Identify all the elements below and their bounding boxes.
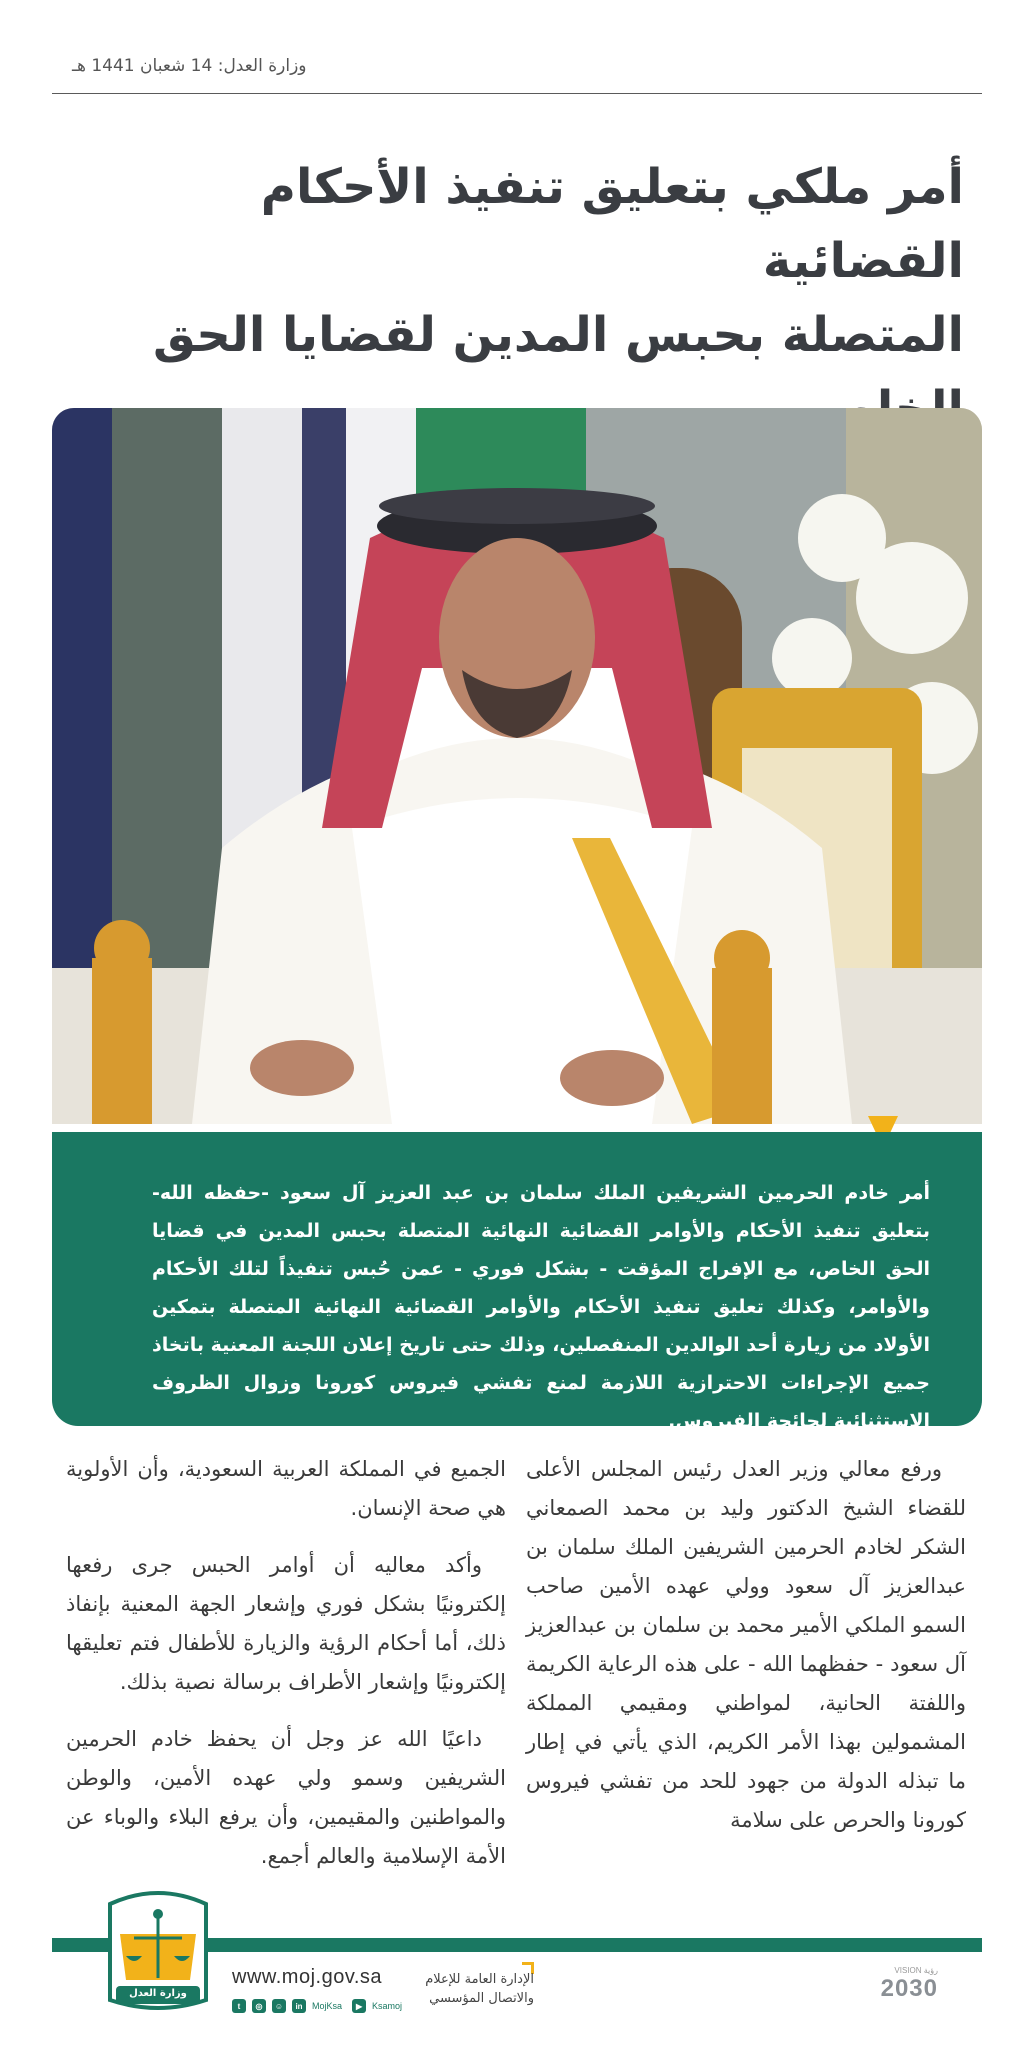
main-photo	[52, 408, 982, 1124]
department-line-1: الإدارة العامة للإعلام	[425, 1972, 534, 1987]
body-column-left	[66, 1450, 506, 1894]
twitter-icon[interactable]: t	[232, 1999, 246, 2013]
photo-illustration	[52, 408, 982, 1124]
body-paragraph: داعيًا الله عز وجل أن يحفظ خادم الحرمين الشريفين وسمو ولي عهده الأمين، والوطن والمواطنين والمقيمين، وأن يرفع البلاء والوباء عن الأمة الإسلامية والعالم أجمع.	[66, 1727, 506, 1868]
vision-label: VISION رؤية	[894, 1966, 938, 1975]
dateline-bar	[52, 56, 982, 94]
social-handle-1: MojKsa	[312, 2001, 343, 2011]
logo-text: وزارة العدل	[129, 1988, 187, 1999]
website-link[interactable]: www.moj.gov.sa	[232, 1966, 383, 1988]
summary-text: أمر خادم الحرمين الشريفين الملك سلمان بن عبد العزيز آل سعود -حفظه الله- بتعليق تنفيذ الأحكام والأوامر القضائية النهائية المتصلة بحبس المدين في قضايا الحق الخاص، مع الإفراج المؤقت - بشكل فوري - عمن حُبس تنفيذاً لتلك الأحكام والأوامر، وكذلك تعليق تنفيذ الأحكام والأوامر القضائية النهائية المتصلة بتمكين الأولاد من زيارة أحد الوالدين المنفصلين، وذلك حتى تاريخ إعلان اللجنة المعنية باتخاذ جميع الإجراءات الاحترازية اللازمة لمنع تفشي فيروس كورونا وزوال الظروف الاستثنائية لجائحة الفيروس.	[152, 1182, 930, 1432]
body-paragraph: وأكد معاليه أن أوامر الحبس جرى رفعها إلكترونيًا بشكل فوري وإشعار الجهة المعنية بإنفاذ ذلك، أما أحكام الرؤية والزيارة للأطفال فتم تعليقها إلكترونيًا وإشعار الأطراف برسالة نصية بذلك.	[66, 1553, 506, 1694]
department-line-2: والاتصال المؤسسي	[429, 1991, 534, 2006]
body-paragraph: ورفع معالي وزير العدل رئيس المجلس الأعلى للقضاء الشيخ الدكتور وليد بن محمد الصمعاني الشكر لخادم الحرمين الشريفين الملك سلمان بن عبدالعزيز آل سعود وولي عهده الأمين صاحب السمو الملكي الأمير محمد بن سلمان بن عبدالعزيز آل سعود - حفظهما الله - على هذه الرعاية الكريمة واللفتة الحانية، لمواطني ومقيمي المملكة المشمولين بهذا الأمر الكريم، الذي يأتي في إطار ما تبذله الدولة من جهود للحد من تفشي فيروس كورونا والحرص على سلامة	[526, 1457, 966, 1832]
social-links	[232, 1998, 406, 2014]
instagram-icon[interactable]: ◎	[252, 1999, 266, 2013]
department-name	[410, 1970, 534, 2008]
ministry-logo	[106, 1888, 210, 2012]
social-handle-2: Ksamoj	[372, 2001, 403, 2011]
headline-line-2: المتصلة بحبس المدين لقضايا الحق	[152, 307, 964, 363]
vision-2030-logo	[868, 1966, 938, 2014]
youtube-icon[interactable]: ▶	[352, 1999, 366, 2013]
summary-box	[52, 1132, 982, 1432]
body-column-right	[526, 1450, 966, 1858]
headline-line-1: أمر ملكي بتعليق تنفيذ الأحكام القضائية	[260, 159, 964, 289]
dateline-text: وزارة العدل: 14 شعبان 1441 هـ	[72, 56, 307, 76]
snapchat-icon[interactable]: ☺	[272, 1999, 286, 2013]
body-paragraph: الجميع في المملكة العربية السعودية، وأن الأولوية هي صحة الإنسان.	[66, 1457, 506, 1520]
vision-year: 2030	[880, 1975, 938, 2002]
linkedin-icon[interactable]: in	[292, 1999, 306, 2013]
